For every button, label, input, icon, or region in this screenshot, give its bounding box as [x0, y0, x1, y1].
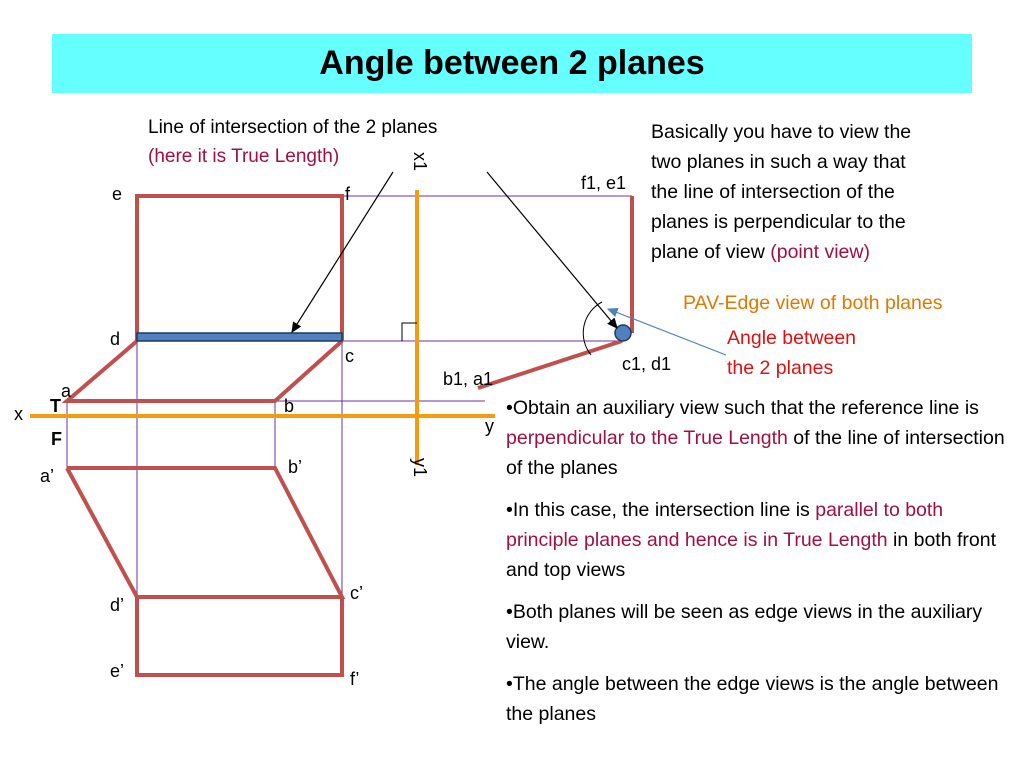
intersection-line-true-length [137, 333, 342, 341]
label-f1-e1: f1, e1 [581, 173, 627, 193]
slide-title: Angle between 2 planes [319, 44, 705, 82]
label-e: e [112, 184, 123, 204]
bullet-highlight: parallel to both principle planes and hence is in True Length [506, 499, 944, 551]
label-f: f [345, 184, 351, 204]
label-b: b [284, 396, 295, 416]
intersection-label [148, 113, 437, 171]
label-a: a [61, 381, 72, 401]
axis-label-F: F [51, 429, 62, 449]
front-view-plane-dcfe [137, 597, 342, 675]
pav-label: PAV-Edge view of both planes [683, 292, 943, 314]
axis-label-x: x [14, 404, 23, 424]
view-note-line1: Basically you have to view the [651, 121, 912, 143]
bullet-pre: •In this case, the intersection line is [506, 499, 816, 521]
point-view-dot [615, 325, 631, 341]
bullet-post: in both front and top views [506, 529, 996, 581]
view-note [651, 117, 991, 267]
angle-label [727, 323, 856, 383]
edge-view-plane-2 [478, 341, 622, 388]
bullet-item [506, 495, 1021, 585]
front-view-plane-abcd [67, 468, 342, 597]
bullet-list [506, 393, 1021, 741]
bullet-item [506, 393, 1021, 483]
top-view [67, 196, 342, 401]
bullet-pre: •Both planes will be seen as edge views in the auxiliary view. [506, 601, 983, 653]
label-b-prime: b’ [288, 457, 303, 477]
label-c1-d1: c1, d1 [622, 354, 672, 374]
label-c: c [345, 346, 354, 366]
arrow-to-point-view [487, 172, 617, 328]
auxiliary-view [478, 196, 632, 388]
label-a-prime: a’ [40, 466, 55, 486]
bullet-item [506, 597, 1021, 657]
front-view [67, 468, 342, 675]
view-note-highlight: (point view) [770, 241, 870, 263]
axis-label-T: T [50, 396, 61, 416]
angle-label-line2: the 2 planes [727, 357, 834, 379]
intersection-label-line2: (here it is True Length) [148, 146, 340, 167]
top-view-plane-dabc [67, 341, 342, 401]
view-note-line4: planes is perpendicular to the [651, 211, 906, 233]
axis-label-y1: y1 [410, 458, 430, 478]
label-c-prime: c’ [350, 583, 363, 603]
bullet-highlight: perpendicular to the True Length [506, 427, 788, 449]
label-b1-a1: b1, a1 [443, 369, 494, 389]
bullet-item [506, 669, 1021, 729]
view-note-line5-plain: plane of view [651, 241, 771, 263]
label-d-prime: d’ [110, 595, 125, 615]
top-view-plane-defc [137, 196, 342, 341]
angle-label-line1: Angle between [727, 327, 857, 349]
bullet-pre: •The angle between the edge views is the angle between the planes [506, 673, 999, 725]
bullet-pre: •Obtain an auxiliary view such that the reference line is [506, 397, 979, 419]
axis-label-y: y [485, 416, 494, 436]
label-e-prime: e’ [110, 661, 125, 681]
right-angle-mark [402, 323, 417, 341]
view-note-line2: two planes in such a way that [651, 151, 906, 173]
bullet-post: of the line of intersection of the planes [506, 427, 1005, 479]
axis-label-x1: x1 [410, 152, 430, 172]
view-note-line3: the line of intersection of the [651, 181, 895, 203]
label-d: d [110, 329, 121, 349]
view-note-line5 [651, 237, 991, 267]
intersection-label-line1: Line of intersection of the 2 planes [148, 117, 438, 138]
label-f-prime: f’ [350, 669, 360, 689]
